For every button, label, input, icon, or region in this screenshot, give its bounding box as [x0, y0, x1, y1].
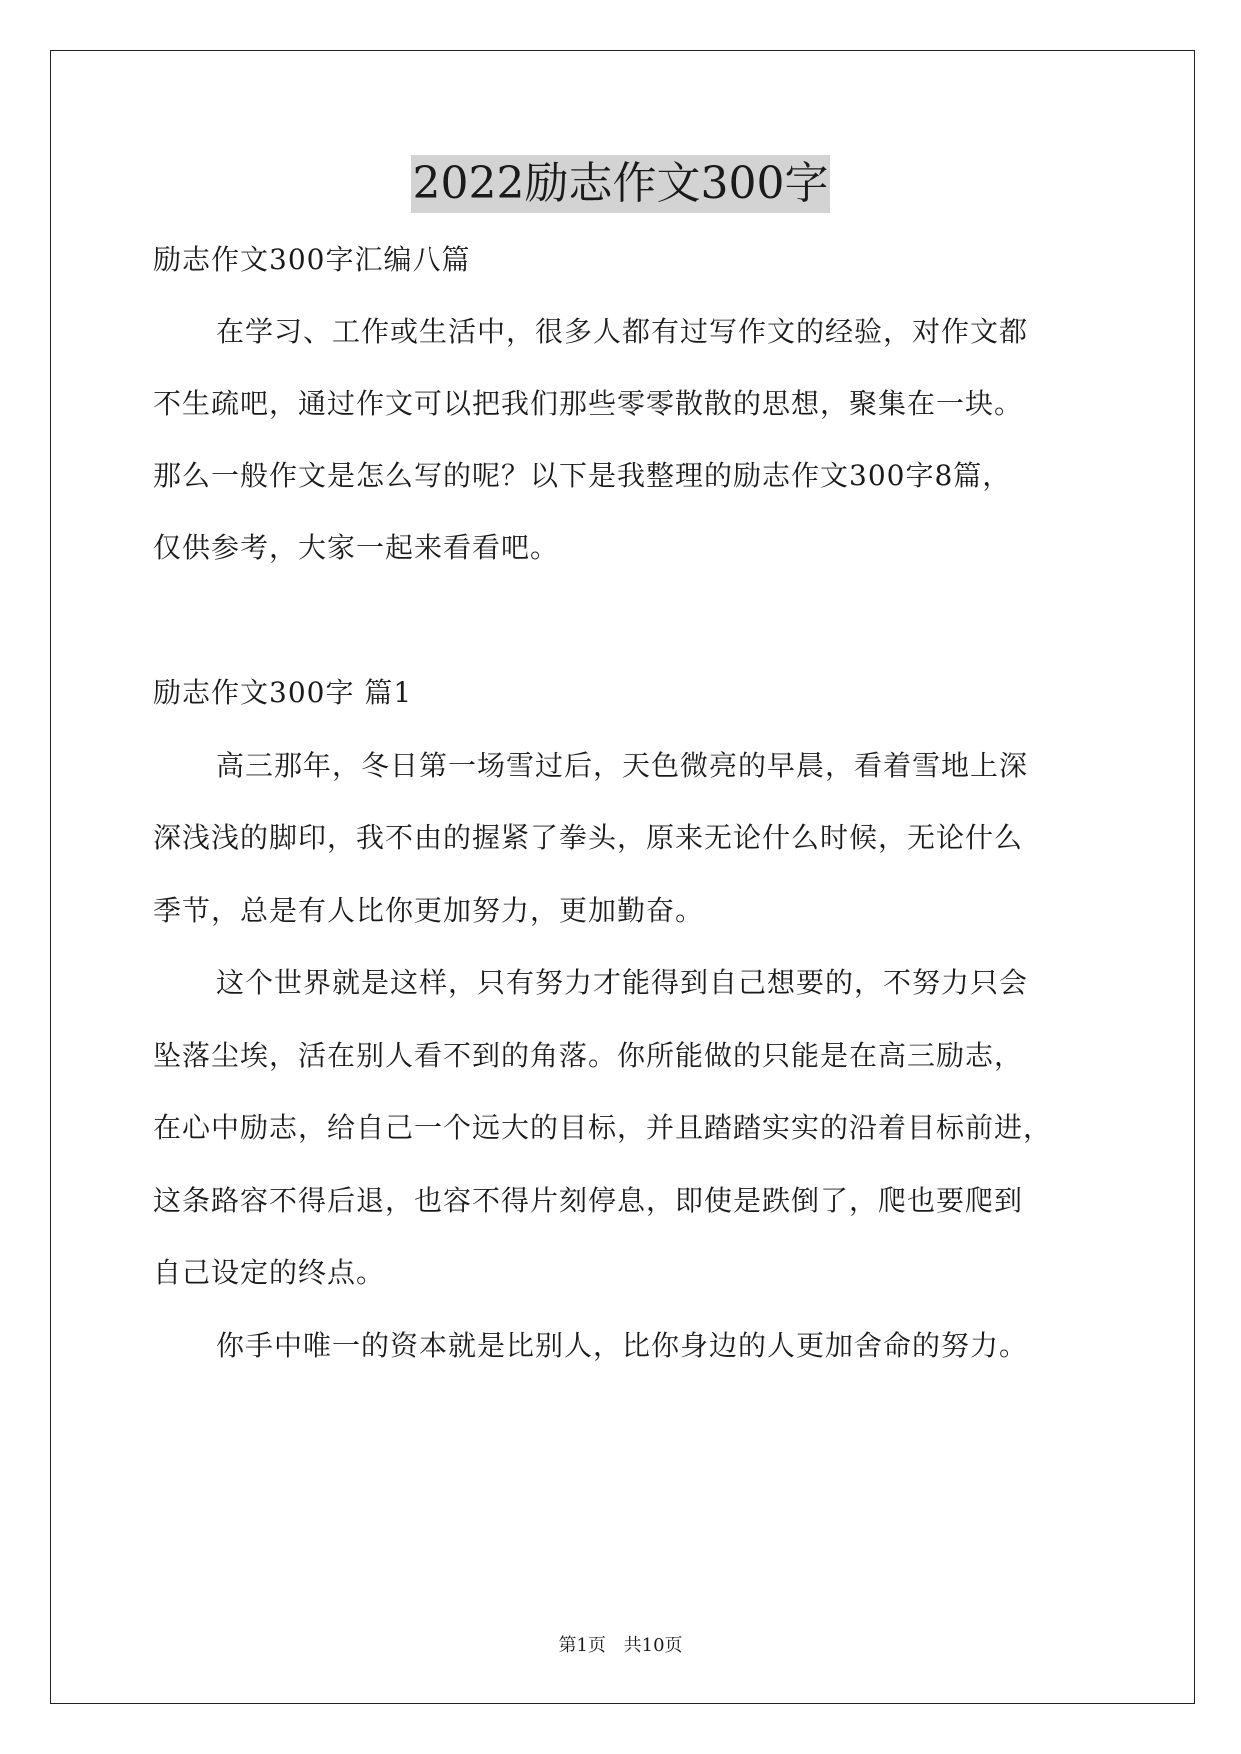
intro-line: 在学习、工作或生活中，很多人都有过写作文的经验，对作文都 [216, 315, 1029, 348]
paragraph-line: 在心中励志，给自己一个远大的目标，并且踏踏实实的沿着目标前进， [153, 1111, 1053, 1144]
page-number: 第1页 [558, 1635, 606, 1656]
title-wrap [0, 155, 1241, 213]
paragraph-line: 深浅浅的脚印，我不由的握紧了拳头，原来无论什么时候，无论什么 [153, 821, 1024, 854]
paragraph-line: 你手中唯一的资本就是比别人，比你身边的人更加舍命的努力。 [216, 1329, 1029, 1362]
page-border [50, 50, 1195, 1704]
section-heading: 励志作文300字 篇1 [153, 676, 413, 709]
page-total: 共10页 [623, 1635, 683, 1656]
document-subtitle: 励志作文300字汇编八篇 [153, 243, 471, 276]
paragraph-line: 高三那年，冬日第一场雪过后，天色微亮的早晨，看着雪地上深 [216, 749, 1029, 782]
page-footer [0, 1634, 1241, 1658]
paragraph-line: 这条路容不得后退，也容不得片刻停息，即使是跌倒了，爬也要爬到 [153, 1184, 1024, 1217]
paragraph-line: 自己设定的终点。 [153, 1256, 386, 1289]
intro-line: 不生疏吧，通过作文可以把我们那些零零散散的思想，聚集在一块。 [153, 387, 1024, 420]
paragraph-line: 坠落尘埃，活在别人看不到的角落。你所能做的只能是在高三励志， [153, 1039, 1024, 1072]
intro-line: 仅供参考，大家一起来看看吧。 [153, 531, 560, 564]
paragraph-line: 这个世界就是这样，只有努力才能得到自己想要的，不努力只会 [216, 966, 1029, 999]
paragraph-line: 季节，总是有人比你更加努力，更加勤奋。 [153, 894, 705, 927]
document-title: 2022励志作文300字 [411, 155, 831, 213]
intro-line: 那么一般作文是怎么写的呢？以下是我整理的励志作文300字8篇， [153, 459, 1012, 492]
